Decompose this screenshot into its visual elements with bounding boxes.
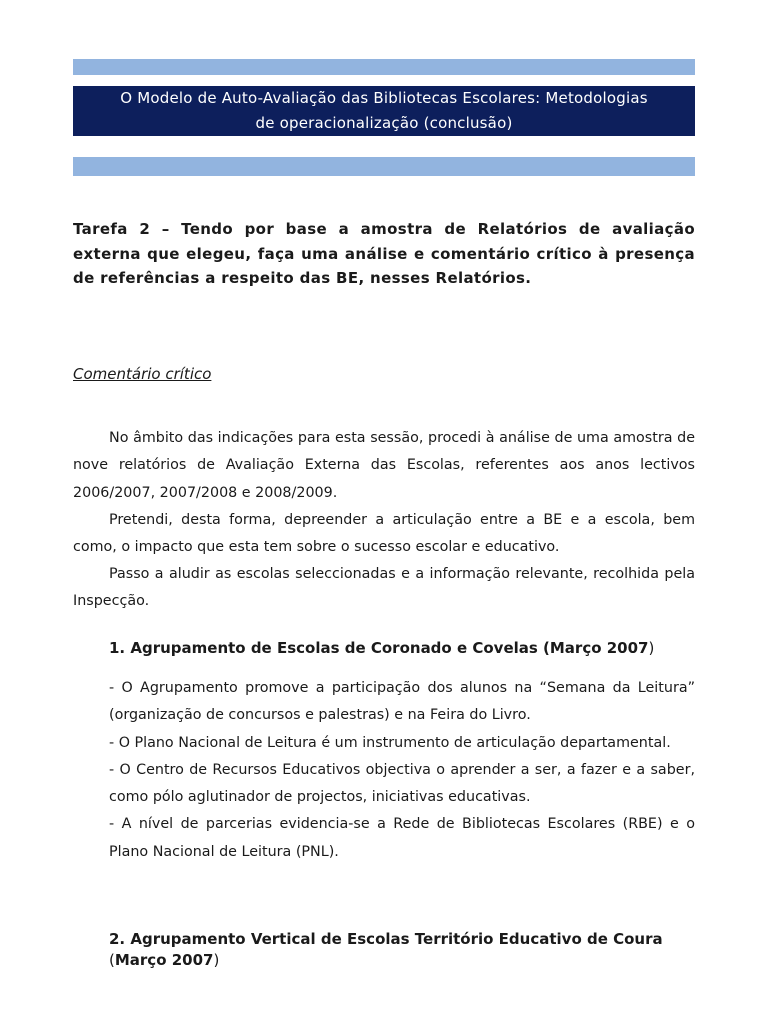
list-item: - O Agrupamento promove a participação dos alunos na “Semana da Leitura” (organização de concursos e palestras) e na Feira do Livro.: [109, 680, 695, 724]
section-heading: Comentário crítico: [73, 365, 212, 383]
school-heading: [109, 638, 695, 659]
school-heading: [109, 929, 695, 971]
paragraph: No âmbito das indicações para esta sessão, procedi à análise de uma amostra de nove relatórios de Avaliação Externa das Escolas, referentes aos anos lectivos 2006/2007, 2007/2008 e 2008/2009.: [73, 430, 695, 501]
list-item: - O Centro de Recursos Educativos objectiva o aprender a ser, a fazer e a saber, como pólo aglutinador de projectos, iniciativas educativas.: [109, 761, 695, 806]
school-heading-close: ): [213, 951, 220, 969]
school-heading-open: (: [109, 951, 115, 969]
header-band-top: [73, 59, 695, 75]
document-title-line-1: O Modelo de Auto-Avaliação das Bibliotecas Escolares: Metodologias: [120, 89, 648, 107]
list-item: - O Plano Nacional de Leitura é um instrumento de articulação departamental.: [109, 734, 671, 751]
paragraph: Pretendi, desta forma, depreender a articulação entre a BE e a escola, bem como, o impacto que esta tem sobre o sucesso escolar e educativo.: [73, 512, 695, 556]
document-title: [73, 86, 695, 136]
school-heading-close: ): [648, 639, 655, 657]
paragraph: Passo a aludir as escolas seleccionadas e a informação relevante, recolhida pela Inspecção.: [73, 566, 695, 610]
list-item: - A nível de parcerias evidencia-se a Rede de Bibliotecas Escolares (RBE) e o Plano Nacional de Leitura (PNL).: [109, 816, 695, 860]
task-statement: Tarefa 2 – Tendo por base a amostra de Relatórios de avaliação externa que elegeu, faça uma análise e comentário crítico à presença de referências a respeito das BE, nesses Relatórios.: [73, 220, 695, 287]
school-heading-date: Março 2007: [114, 951, 214, 969]
header-band-bottom: [73, 157, 695, 176]
document-title-line-2: de operacionalização (conclusão): [255, 114, 513, 132]
school-heading-text: 2. Agrupamento Vertical de Escolas Território Educativo de Coura: [109, 930, 663, 948]
school-findings-list: [109, 675, 695, 866]
school-heading-text: 1. Agrupamento de Escolas de Coronado e Covelas (Março 2007: [109, 639, 649, 657]
